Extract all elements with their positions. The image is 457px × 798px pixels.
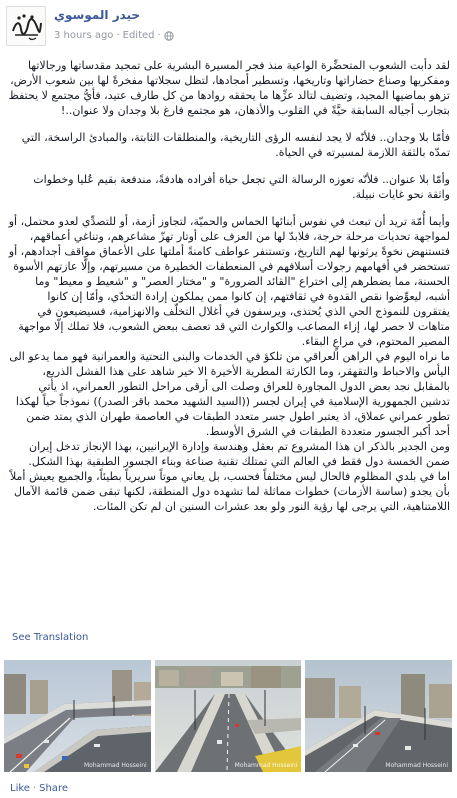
post-paragraph-1: لقد دأبت الشعوب المتحضِّرة الواعية منذ فجر المسيرة البشرية على تمجيد مقدساتها ورجالاتها ومفكريها وصناع حضاراتها وتاريخها، وتسطير أمجادها، لتظل سجلاتها مفخرةً لها بين شعوب الأرض، تزهو بماضيها المجيد، وتضيف لتالد عزِّها ما يحققه روادها من كل طارف عتيد، فأيُّ مجتمع لا يحتفظ بتجارب أجياله السابقة حيَّةً في القلوب والأذهان، هو مجتمع فارغ بلا وجدان ولا عنوان..! xyxy=(8,59,450,117)
meta-separator-2: · xyxy=(157,30,161,41)
author-avatar[interactable] xyxy=(6,6,46,46)
photo-watermark-2: Mohammad Hosseini xyxy=(234,762,298,769)
bridge-photo-1[interactable] xyxy=(4,660,151,772)
post-paragraph-4: وأيما أُمّة تريد أن تبعث في نفوس أبنائها الحماس والحميّة، لتجاوز أزمة، أو للتصدِّي لعدو محتمل، أو لمواجهة تحديات مرحلة حرجة، فلابدّ لها من العزف على أوتار تهزّ مشاعرهم، وتناغي أعماقهم، فتستنهض نخوةً يرثونها لهم التاريخ، وتستنفر عواطف كامنةً أملتها على الأعماق مواقف أجدادهم، أو تستحضر في أفهامهم رجولات أسلافهم في المنعطفات الخطيرة من مسيرتهم، وإلّا عازتهم الأسوة الحسنة، مما يضطرهم إلى اختراع "القائد الضرورة" و "مختار العصر" و "شعيط و معيط" وما أشبه، ليعوِّضوا نقص القدوة في ثقافتهم، إن كانوا ممن يملكون إرادة التحدّي، وأمّا إن كانوا يفتقرون للنموذج الحي الذي يُحتذى، ويرسفون في أغلال التخلّف والانهزامية، فسيضيعون في متاهات لا حصر لها، إزاء المصاعب والكوارث التي قد تعصف ببعض الشعوب، فلا تملك إلّا مواجهة المصير المحتوم، في مراعٍ البقاء. xyxy=(8,215,450,348)
photo-grid xyxy=(4,660,452,772)
post-meta xyxy=(54,30,174,41)
bridge-photo-3[interactable] xyxy=(305,660,452,772)
post-paragraph-6: ومن الجدير بالذكر ان هذا المشروع تم بعقل وهندسة وإدارة الإيرانيين، بهذا الإنجاز تدخل إيران ضمن الخمسة دول فقط في العالم التي تمتلك تقنية صناعة وبناء الجسور الطبقية بهذا الشكل. xyxy=(28,440,450,468)
photo-watermark-1: Mohammad Hosseini xyxy=(84,762,147,769)
share-button[interactable]: Share xyxy=(39,783,68,794)
see-translation-link[interactable]: See Translation xyxy=(12,632,89,643)
edited-label[interactable]: Edited xyxy=(122,30,155,41)
post-timestamp[interactable]: 3 hours ago xyxy=(54,30,114,41)
photo-watermark-3: Mohammad Hosseini xyxy=(385,762,449,769)
author-name[interactable]: حيدر الموسوي xyxy=(54,8,141,22)
actions-separator: · xyxy=(32,783,37,794)
post-body xyxy=(8,58,450,514)
post-header xyxy=(6,6,451,46)
bridge-image-3 xyxy=(305,660,452,772)
post-paragraph-7: اما في بلدي المظلوم فالحال ليس مختلفاً فحسب، بل يعاني موتاً سريرياً بطيئاً، والجميع يعيش أملاً بأن يجدو (ساسة الأزمات) خطوات مماثلة لما تشهده دول المنطقة، لكنها تبقى ضمن قائمة الآمال اللامتناهية، التي يرجى لها رؤية النور ولو بعد عشرات السنين ان لم تكن المئات. xyxy=(9,470,450,513)
post-paragraph-2: فأمّا بلا وجدان.. فلأنّه لا يجد لنفسه الرؤى التاريخية، والمنطلقات الثابتة، والمبادئ الراسخة، التي تمدّه بالثقة اللازمة لمسيرته في الحياة. xyxy=(21,131,450,159)
post-actions xyxy=(10,783,68,794)
meta-separator: · xyxy=(116,30,120,41)
like-button[interactable]: Like xyxy=(10,783,30,794)
post-paragraph-5: ما نراه اليوم في الراهن العراقي من تلكؤ في الخدمات والبنى التحتية والعمرانية فهو مما يدعو الى اليأس والاحباط والتقهقر، وما الكارثة المطرية الأخيرة الا خير شاهد على هذا الفشل الذريع، بالمقابل نجد بعض الدول المجاورة للعراق وصلت الى أرقى مراحل التطور العمراني، اذ يأتي تدشين الجمهورية الإسلامية في إيران لجسر ((السيد الشهيد محمد باقر الصدر)) نموذجاً حياً لهكذا تطور عمراني عملاق، اذ يعتبر اطول جسر متعدد الطبقات في العاصمة طهران الذي يمتد ضمن أحد أكبر الجسور متعددة الطبقات في الشرق الأوسط. xyxy=(9,350,450,438)
post-paragraph-3: وأمّا بلا عنوان.. فلأنّه تعوزه الرسالة التي تجعل حياة أفراده هادفةً، مندفعة بقيم عُليا وخطوات واثقة نحو غايات نبيلة. xyxy=(33,173,450,201)
bridge-image-1 xyxy=(4,660,151,772)
bridge-photo-2[interactable] xyxy=(155,660,302,772)
calligraphy-logo-icon xyxy=(7,7,45,45)
globe-icon[interactable] xyxy=(164,31,174,41)
bridge-image-2 xyxy=(155,660,302,772)
